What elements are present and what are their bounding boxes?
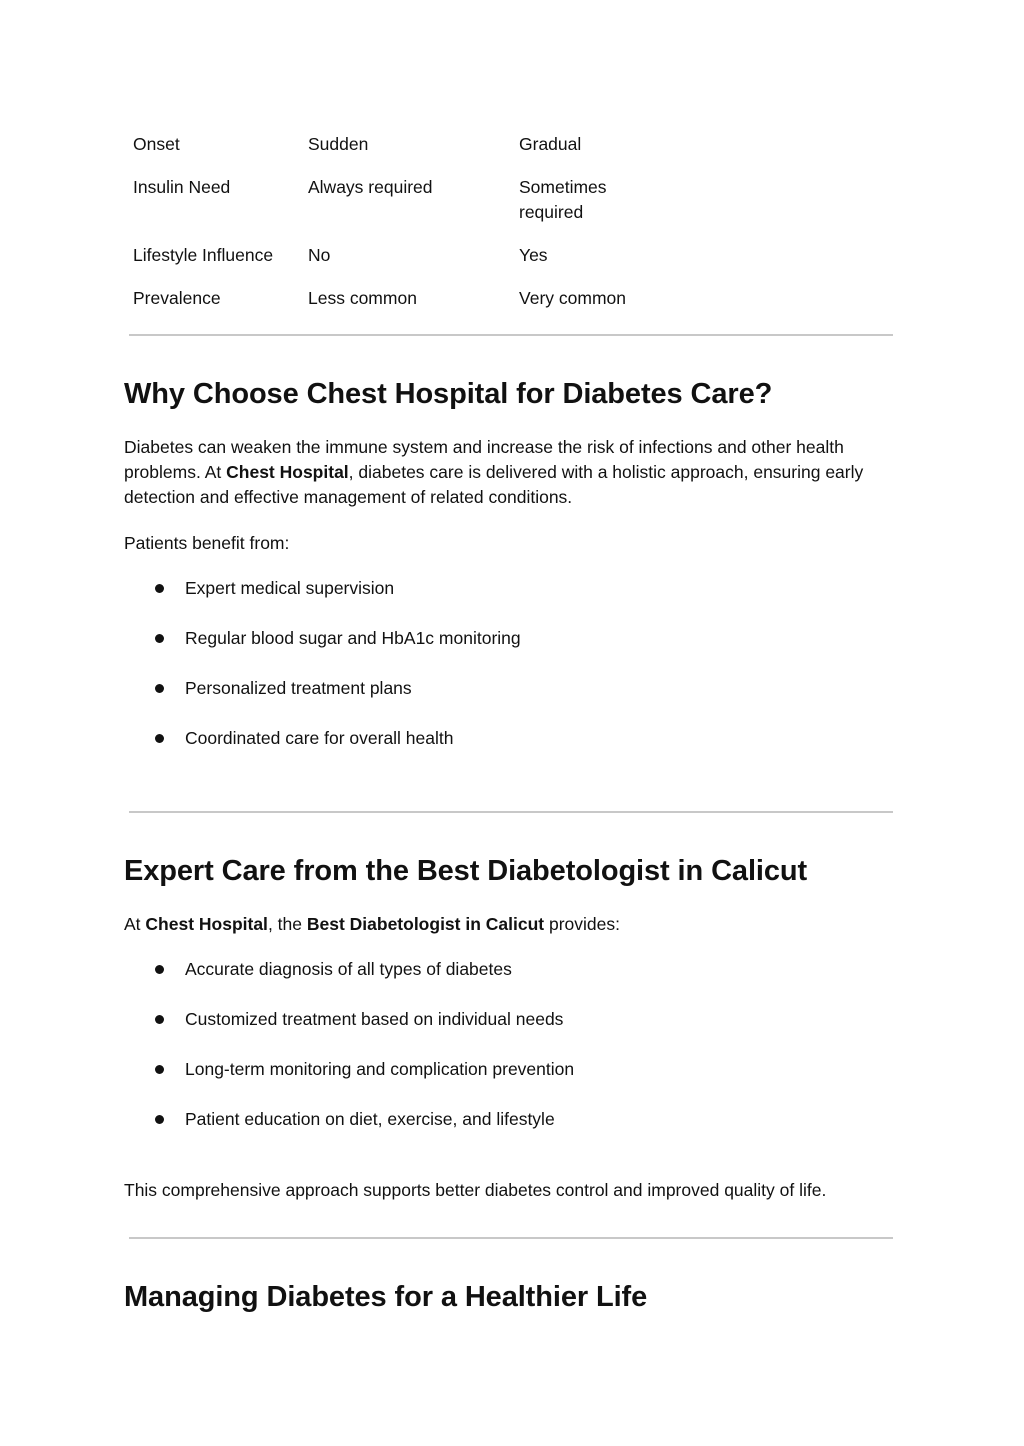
bullet-icon — [155, 734, 164, 743]
benefits-lead-text: Patients benefit from: — [124, 533, 290, 553]
list-item — [124, 1107, 574, 1157]
intro-text: , diabetes care is delivered with a holistic approach, ensuring early detection and effective management of related conditions. — [124, 462, 864, 507]
list-item-text: Regular blood sugar and HbA1c monitoring — [185, 628, 521, 648]
list-item-text: Personalized treatment plans — [185, 678, 412, 698]
expert-care-intro-paragraph — [124, 912, 904, 937]
diabetologist-title-bold: Best Diabetologist in Calicut — [306, 914, 545, 934]
list-item-text: Patient education on diet, exercise, and lifestyle — [185, 1109, 555, 1129]
section-heading-why-choose: Why Choose Chest Hospital for Diabetes Care? — [124, 378, 773, 410]
table-cell-feature: Prevalence — [133, 288, 221, 308]
table-cell-feature: Onset — [133, 134, 180, 154]
table-row — [133, 175, 649, 243]
list-item — [124, 576, 521, 626]
table-row — [133, 286, 649, 329]
horizontal-divider — [129, 811, 893, 813]
list-item — [124, 1007, 574, 1057]
section-heading-managing: Managing Diabetes for a Healthier Life — [124, 1281, 648, 1313]
table-row — [133, 132, 649, 175]
table-cell-type1: Less common — [308, 288, 417, 308]
expert-care-list — [124, 957, 574, 1157]
list-item — [124, 957, 574, 1007]
list-item — [124, 676, 521, 726]
table-cell-feature: Lifestyle Influence — [133, 245, 274, 265]
bullet-icon — [155, 1115, 164, 1124]
horizontal-divider — [129, 1237, 893, 1239]
diabetes-comparison-table — [133, 132, 649, 329]
list-item-text: Expert medical supervision — [185, 578, 395, 598]
list-item-text: Customized treatment based on individual needs — [185, 1009, 564, 1029]
intro-text: , the — [267, 914, 307, 934]
table-cell-type2: Gradual — [519, 134, 582, 154]
table-cell-type1: No — [308, 245, 331, 265]
bullet-icon — [155, 684, 164, 693]
list-item-text: Long-term monitoring and complication prevention — [185, 1059, 575, 1079]
table-cell-type1: Always required — [308, 177, 433, 197]
section-heading-expert-care: Expert Care from the Best Diabetologist in Calicut — [124, 855, 808, 887]
list-item — [124, 626, 521, 676]
list-item-text: Accurate diagnosis of all types of diabetes — [185, 959, 512, 979]
table-row — [133, 243, 649, 286]
hospital-name-bold: Chest Hospital — [226, 462, 349, 482]
table-cell-type2: Very common — [519, 288, 626, 308]
list-item — [124, 1057, 574, 1107]
list-item-text: Coordinated care for overall health — [185, 728, 454, 748]
bullet-icon — [155, 584, 164, 593]
table-cell-type2: Yes — [519, 245, 548, 265]
horizontal-divider — [129, 334, 893, 336]
bullet-icon — [155, 634, 164, 643]
bullet-icon — [155, 965, 164, 974]
intro-text: provides: — [544, 914, 620, 934]
table-cell-type1: Sudden — [308, 134, 369, 154]
table-cell-type2: Sometimes required — [519, 177, 607, 222]
benefits-list — [124, 576, 521, 776]
bullet-icon — [155, 1015, 164, 1024]
intro-text: Diabetes can weaken the immune system and increase the risk of infections and other health problems. At — [124, 437, 844, 482]
expert-care-closing-paragraph: This comprehensive approach supports better diabetes control and improved quality of life. — [124, 1180, 827, 1200]
intro-text: At — [124, 914, 146, 934]
list-item — [124, 726, 521, 776]
hospital-name-bold: Chest Hospital — [145, 914, 268, 934]
bullet-icon — [155, 1065, 164, 1074]
why-choose-intro-paragraph — [124, 435, 904, 510]
table-cell-feature: Insulin Need — [133, 177, 231, 197]
